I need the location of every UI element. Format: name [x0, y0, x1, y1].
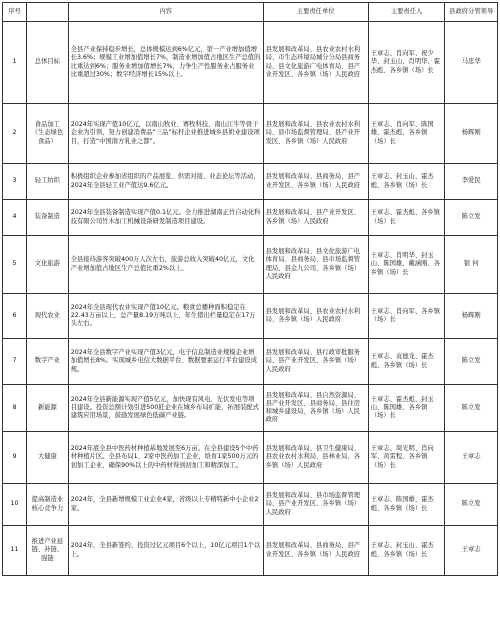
- table-row: [3, 526, 498, 576]
- cell-no: 9: [3, 432, 27, 484]
- cell-item: 总体目标: [27, 22, 69, 104]
- cell-unit: 县发展和改革局、县市场监督管理局、县产业开发区、各乡镇（场）人民政府: [263, 484, 368, 526]
- header-item: [27, 3, 69, 22]
- cell-person: 王章志、陈国雄、霍杰彪、各乡镇（场）长: [368, 484, 445, 526]
- table-row: [3, 164, 498, 200]
- cell-content: 2024年实现产值10亿元，以南山牧业、赛牧科技、南山江牛等骨干企业为引领，努力创建消费品“三品”标杆企业推进城乡县奶业建设项目，打造“中国南方乳业之都”。: [68, 104, 263, 164]
- cell-lead: 陈立发: [445, 385, 498, 432]
- table-row: [3, 432, 498, 484]
- cell-no: 4: [3, 200, 27, 236]
- cell-item: 数字产业: [27, 339, 69, 385]
- cell-person: 王章志、肖向军、祝少华、封玉山、肖明华、霍杰彪、各乡镇（场）长: [368, 22, 445, 104]
- cell-item: 现代农业: [27, 294, 69, 339]
- table-row: [3, 22, 498, 104]
- cell-no: 11: [3, 526, 27, 576]
- responsibility-table: [2, 2, 498, 576]
- cell-unit: 县发展和改革局、县产业开发区、各乡镇（场）人民政府: [263, 200, 368, 236]
- cell-item: 食品加工（生态绿色食品）: [27, 104, 69, 164]
- cell-content: 2024年全县装备制造实现产值0.1亿元。全力推进湖南正竹自动化科技有限公司竹木加工机械设备研发制造项目建设。: [68, 200, 263, 236]
- table-row: [3, 104, 498, 164]
- cell-content: 积极组织企业参加省组织的产品展览、供需对接、业态论坛等活动，2024年全县轻工业产值达9.6亿元。: [68, 164, 263, 200]
- cell-unit: 县发展和改革局、县农业农村水利局、各乡镇（场）人民政府: [263, 294, 368, 339]
- cell-item: 大健康: [27, 432, 69, 484]
- cell-person: 王章志、肖明华、封玉山、陈国雄、戴涵刚、各乡镇（场）长: [368, 236, 445, 294]
- cell-person: 王章志、肖向军、陈国雄、霍杰彪、各乡镇（场）长: [368, 104, 445, 164]
- cell-lead: 银 何: [445, 236, 498, 294]
- cell-content: 全县接待游客突破400万人次左右，旅游总收入突破40亿元，文化产业增加值占地区生产总值比重2%以上。: [68, 236, 263, 294]
- cell-person: 王章志、霍杰彪、封玉山、陈国雄、各乡镇（场）长: [368, 385, 445, 432]
- cell-person: 王章志、霍杰彪、各乡镇（场）长: [368, 200, 445, 236]
- cell-unit: 县发展和改革局、县自然资源局、县产业开发区、县商务局、县住房和城乡建设局、各乡镇（场）人民政府: [263, 385, 368, 432]
- header-no: 序号: [3, 3, 27, 22]
- table-row: [3, 200, 498, 236]
- cell-no: 3: [3, 164, 27, 200]
- cell-no: 8: [3, 385, 27, 432]
- cell-lead: 陈立发: [445, 484, 498, 526]
- cell-lead: 杨辉刚: [445, 104, 498, 164]
- cell-person: 王章志、袁德龙、霍杰彪、各乡镇（场）长: [368, 339, 445, 385]
- cell-item: 推进产业延链、补链、强链: [27, 526, 69, 576]
- cell-content: 2024年全县现代农业实现产值10亿元。粮食总播种面积稳定在22.43万亩以上，总产量8.19万吨以上，年生猪出栏量稳定在17万头左右。: [68, 294, 263, 339]
- cell-item: 新能源: [27, 385, 69, 432]
- cell-item: 装备制造: [27, 200, 69, 236]
- cell-content: 2024年全县新能源实现产值5亿元，加快现有风电、光伏发电等项目建设。投资总额计划引进500瓩企业在城乡布局扩能，拓展装配式建筑应用场景，鼓励发展绿色低碳产业链。: [68, 385, 263, 432]
- cell-content: 2024年，全县新增规模工业企业4家，省级以上专精特新中小企业2家。: [68, 484, 263, 526]
- cell-unit: 县发展和改革局、县商务局、县产业开发区、各乡镇（场）人民政府: [263, 526, 368, 576]
- cell-person: 王章志、肖向军、各乡镇（场）长: [368, 294, 445, 339]
- table-row: [3, 294, 498, 339]
- cell-lead: 杨辉刚: [445, 294, 498, 339]
- cell-content: 2024年全县数字产业实现产值3亿元，电子信息制造业规模企业增加值增长8%。实现城乡电信大数据平台、数据要素运行平台建设成规。: [68, 339, 263, 385]
- table-row: [3, 236, 498, 294]
- cell-no: 2: [3, 104, 27, 164]
- cell-unit: 县发展和改革局、县农业农村水利局、市生态环境局城分分局县商务局、县文化旅游广电体育局、县产业开发区、各乡镇（场）人民政府: [263, 22, 368, 104]
- cell-no: 6: [3, 294, 27, 339]
- cell-no: 10: [3, 484, 27, 526]
- cell-content: 全县产业保持稳步增长，总体规模达到6%亿元，第一产业增加值增长3.6%；规模工业增加值增长7%，制造业增加值占地区生产总值的比重达到6%；服务业增加值增长7%，力争生产性服务业占服务业比重超过30%；数字经济增长15%以上。: [68, 22, 263, 104]
- cell-content: 2024年，全县新签约、投资过亿元项目6个以上，10亿元项目1个以上。: [68, 526, 263, 576]
- table-row: [3, 385, 498, 432]
- cell-unit: 县发展和改革局、县行政审批服务局、县产业开发区、各乡镇（场）人民政府: [263, 339, 368, 385]
- cell-person: 王章志、封玉山、霍杰彪、各乡镇（场）长: [368, 164, 445, 200]
- cell-no: 7: [3, 339, 27, 385]
- cell-unit: 县发展和改革局、县商务局、县产业开发区、各乡镇（场）人民政府: [263, 164, 368, 200]
- cell-unit: 县发展和改革局、县卫生健康局、县农业农村水利局、县林业局、各乡镇（场）人民政府: [263, 432, 368, 484]
- table-row: [3, 339, 498, 385]
- table-row: [3, 484, 498, 526]
- cell-person: 王章志、周光明、肖向军、黄雷程、各乡镇（场）长: [368, 432, 445, 484]
- cell-lead: 王章志: [445, 526, 498, 576]
- cell-unit: 县发展和改革局、县农业农村水利局、县市场监督管理局、县产业开发区、各乡镇（场）人民政府: [263, 104, 368, 164]
- header-content: 内容: [68, 3, 263, 22]
- cell-item: 轻工纺织: [27, 164, 69, 200]
- cell-content: 2024年底全县中医药材种植基地发展至6万亩。在全县建设5个中药材种植片区。全县布局1、2家中医药加工企业，培育1家500万元的初加工企业，确保90%以上的中药材得到初加工和精深加工。: [68, 432, 263, 484]
- header-unit: 主要责任单位: [263, 3, 368, 22]
- cell-lead: 陈立发: [445, 339, 498, 385]
- cell-item: 文化旅游: [27, 236, 69, 294]
- header-person: 主要责任人: [368, 3, 445, 22]
- header-lead: 县政府分管领导: [445, 3, 498, 22]
- cell-person: 王章志、封玉山、霍杰彪、各乡镇（场）长: [368, 526, 445, 576]
- cell-no: 5: [3, 236, 27, 294]
- cell-lead: 陈立发: [445, 200, 498, 236]
- cell-lead: 王章志: [445, 432, 498, 484]
- cell-lead: 马忠华: [445, 22, 498, 104]
- cell-item: 提高制造业核心竞争力: [27, 484, 69, 526]
- cell-unit: 县发展和改革局、县文化旅游广电体育局、县商务局、县市场监督管理局、县金九公司、各乡镇（场）人民政府: [263, 236, 368, 294]
- cell-lead: 李爱民: [445, 164, 498, 200]
- table-header-row: [3, 3, 498, 22]
- cell-no: 1: [3, 22, 27, 104]
